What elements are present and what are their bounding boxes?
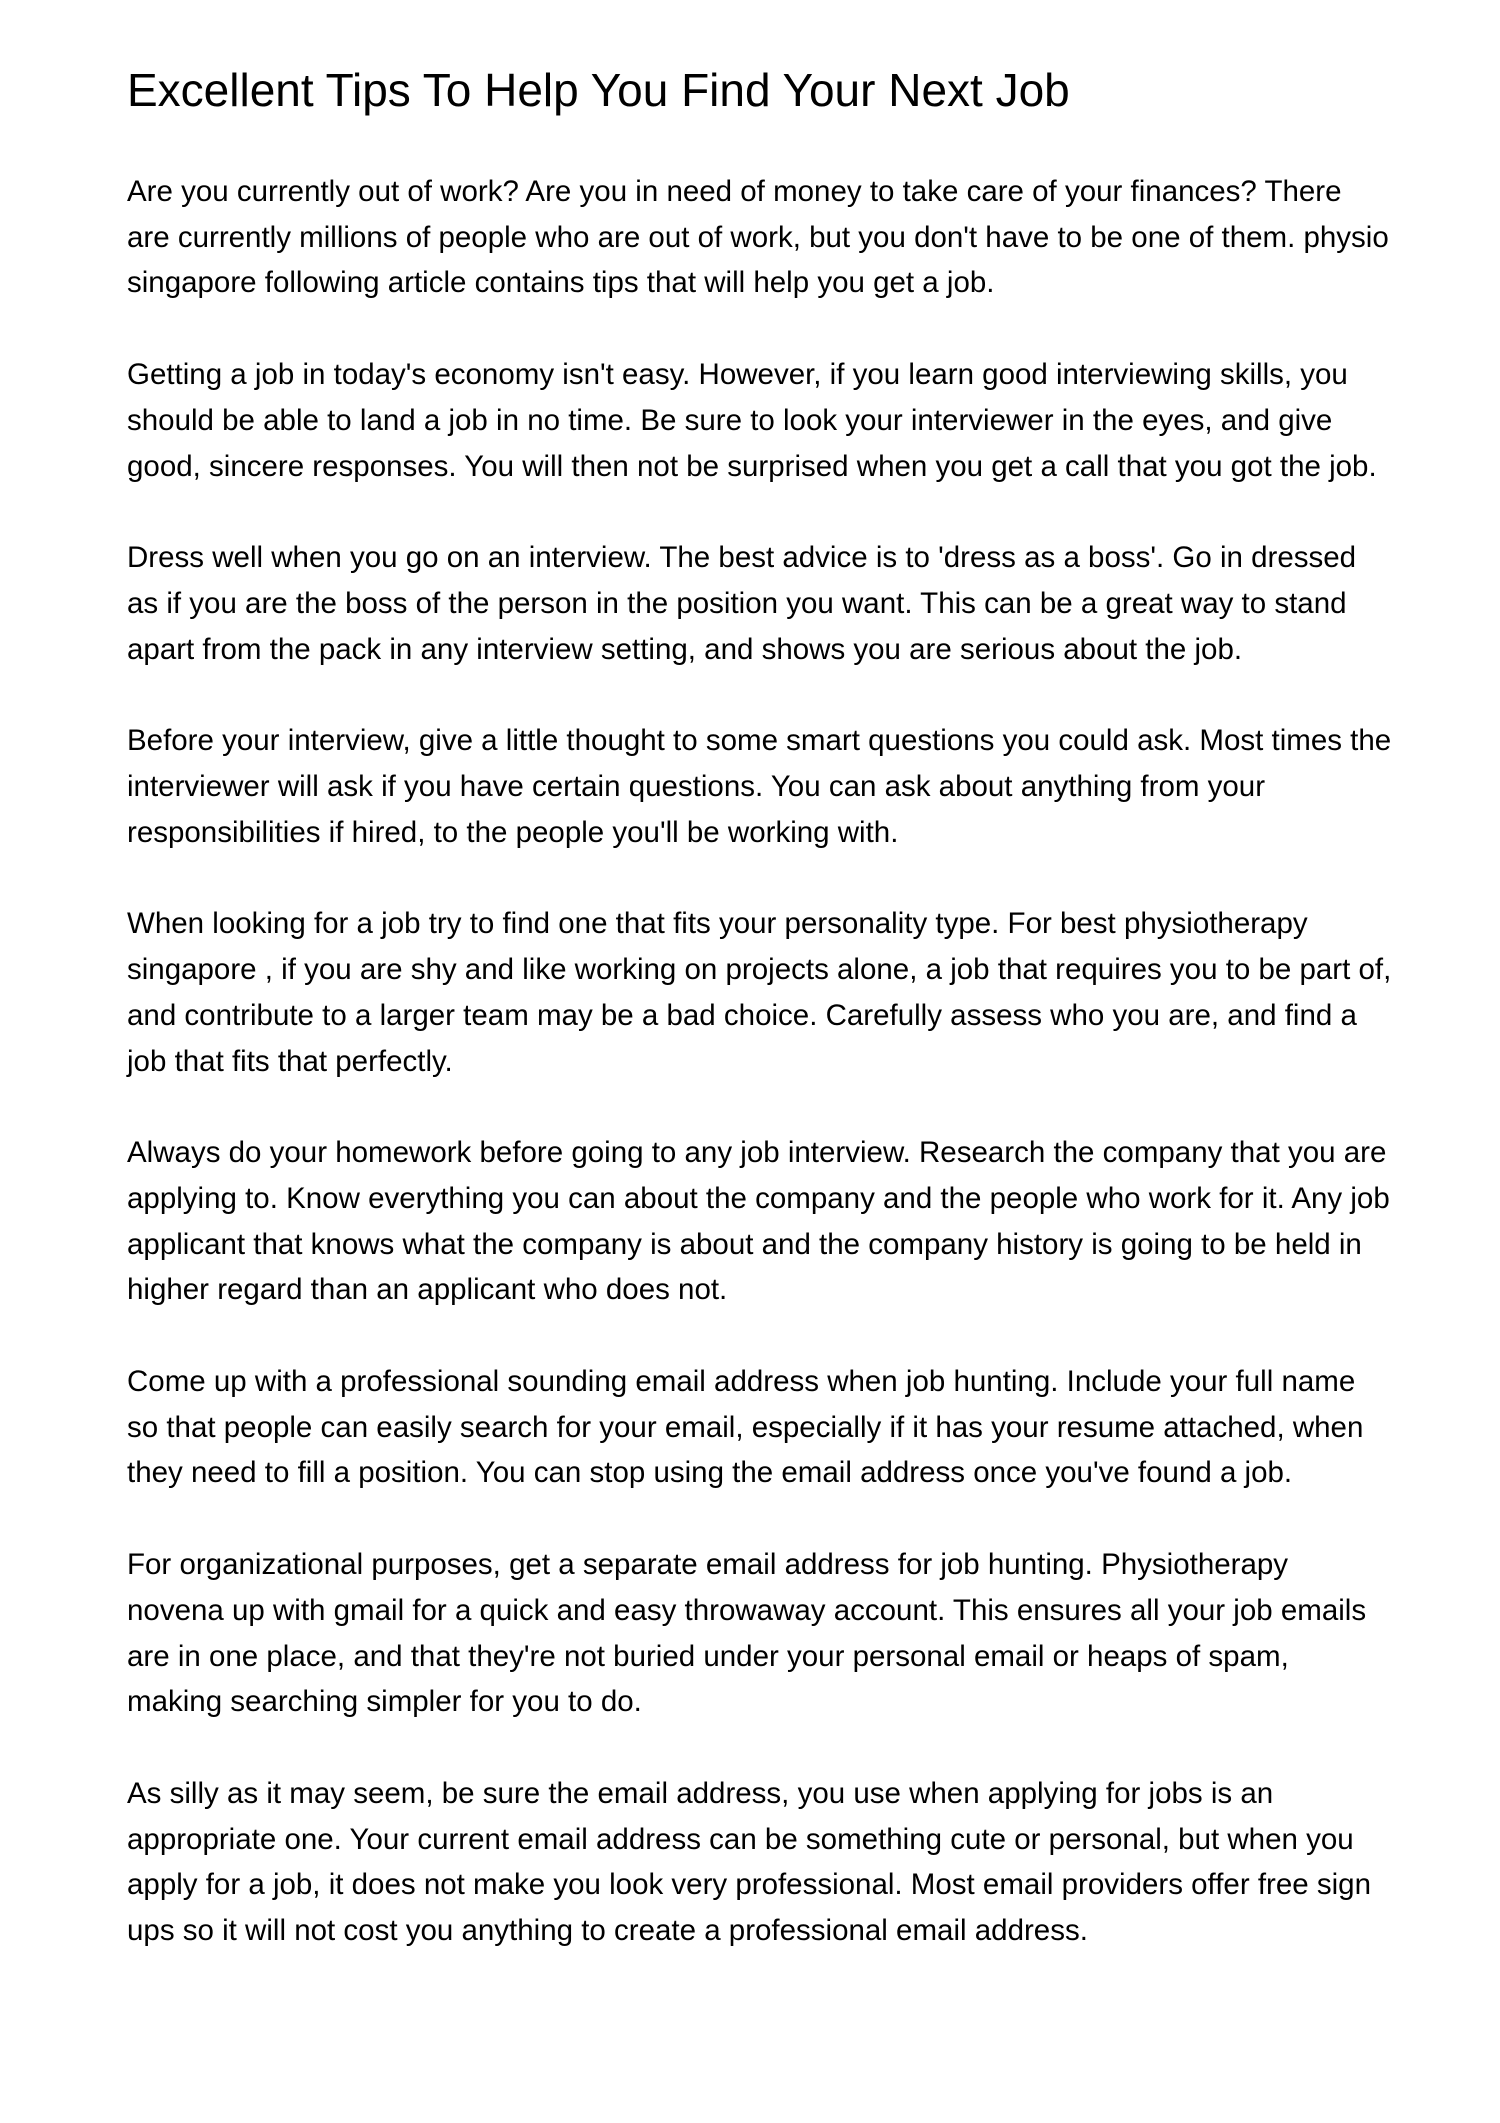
document-body	[127, 169, 1392, 1954]
document-page	[127, 62, 1392, 2000]
document-title: Excellent Tips To Help You Find Your Next Job	[127, 64, 1070, 116]
paragraph-2: Getting a job in today's economy isn't easy. However, if you learn good interviewing skills, you should be able to land a job in no time. Be sure to look your interviewer in the eyes, and give good, sincere responses. You will then not be surprised when you get a call that you got the job.	[127, 358, 1377, 483]
paragraph-3: Dress well when you go on an interview. The best advice is to 'dress as a boss'. Go in dressed as if you are the boss of the person in the position you want. This can be a great way to stand apart from the pack in any interview setting, and shows you are serious about the job.	[127, 541, 1357, 666]
paragraph-5: When looking for a job try to find one that fits your personality type. For best physiotherapy singapore , if you are shy and like working on projects alone, a job that requires you to be part of, and contribute to a larger team may be a bad choice. Carefully assess who you are, and find a job that fits that perfectly.	[127, 907, 1392, 1078]
paragraph-4: Before your interview, give a little thought to some smart questions you could ask. Most times the interviewer will ask if you have certain questions. You can ask about anything from your responsibilities if hired, to the people you'll be working with.	[127, 724, 1392, 849]
paragraph-7: Come up with a professional sounding email address when job hunting. Include your full name so that people can easily search for your email, especially if it has your resume attached, when they need to fill a position. You can stop using the email address once you've found a job.	[127, 1365, 1364, 1490]
paragraph-8: For organizational purposes, get a separate email address for job hunting. Physiotherapy novena up with gmail for a quick and easy throwaway account. This ensures all your job emails are in one place, and that they're not buried under your personal email or heaps of spam, making searching simpler for you to do.	[127, 1548, 1367, 1719]
paragraph-9: As silly as it may seem, be sure the email address, you use when applying for jobs is an appropriate one. Your current email address can be something cute or personal, but when you apply for a job, it does not make you look very professional. Most email providers offer free sign ups so it will not cost you anything to create a professional email address.	[127, 1776, 1371, 1948]
paragraph-1: Are you currently out of work? Are you in need of money to take care of your finances? There are currently millions of people who are out of work, but you don't have to be one of them. physio singapore following article contains tips that will help you get a job.	[127, 175, 1389, 300]
paragraph-6: Always do your homework before going to any job interview. Research the company that you are applying to. Know everything you can about the company and the people who work for it. Any job applicant that knows what the company is about and the company history is going to be held in higher regard than an applicant who does not.	[127, 1136, 1390, 1307]
